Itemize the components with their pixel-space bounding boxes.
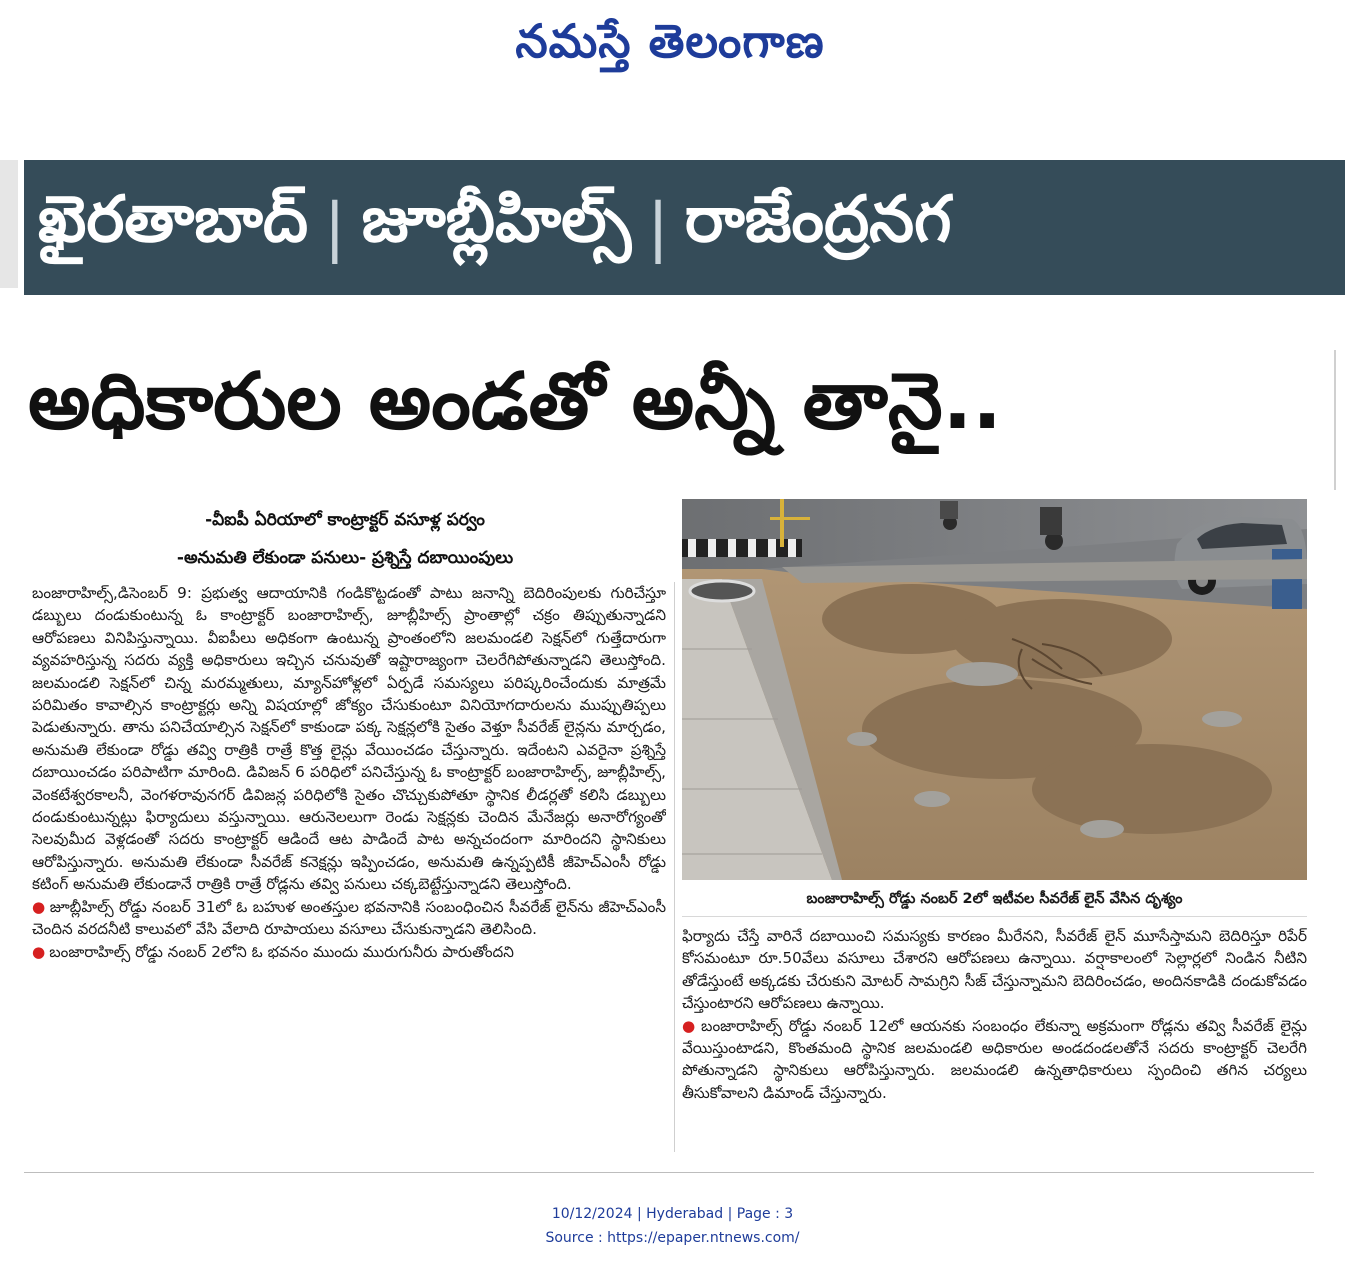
bullet-dot-icon: ● <box>32 942 46 961</box>
photo-caption: బంజారాహిల్స్‌ రోడ్డు నంబర్‌ 2లో ఇటీవల సీవరేజ్‌ లైన్‌ వేసిన దృశ్యం <box>806 891 1183 907</box>
left-paragraph: బంజారాహిల్స్‌,డిసెంబర్‌ 9: ప్రభుత్వ ఆదాయానికి గండికొట్టడంతో పాటు జనాన్ని బెదిరింపులకు గురిచేస్తూ డబ్బులు దండుకుంటున్న ఓ కాంట్రాక్టర్‌ బంజారాహిల్స్‌, జూబ్లీహిల్స్‌ ప్రాంతాల్లో చక్రం తిప్పుతున్నాడని ఆరోపణలు వినిపిస్తున్నాయి. వీఐపీలు అధికంగా ఉంటున్న ప్రాంతంలోని జలమండలి సెక్షన్‌లో గుత్తేదారుగా వ్యవహరిస్తున్న సదరు వ్యక్తి అధికారులు ఇచ్చిన చనువుతో ఇష్టారాజ్యంగా చెలరేగిపోతున్నాడని తెలుస్తోంది. జలమండలి సెక్షన్‌లో చిన్న మరమ్మతులు, మ్యాన్‌హోళ్లలో ఏర్పడే సమస్యలు పరిష్కరించేందుకు మాత్రమే పరిమితం కావాల్సిన కాంట్రాక్టర్లు అన్ని విషయాల్లో జోక్యం చేసుకుంటూ వినియోగదారులను ముప్పుతిప్పలు పెడుతున్నారు. తాను పనిచేయాల్సిన సెక్షన్‌లో కాకుండా పక్క సెక్షన్లలోకి సైతం వెళ్తూ సీవరేజ్‌ లైన్లను మార్చడం, అనుమతి లేకుండా రోడ్డు తవ్వి రాత్రికి రాత్రే కొత్త లైన్లు వేయించడం చేస్తున్నారు. ఇదేంటని ఎవరైనా ప్రశ్నిస్తే దబాయించడం పరిపాటిగా మారింది. డివిజన్‌ 6 పరిధిలో పనిచేస్తున్న ఓ కాంట్రాక్టర్‌ బంజారాహిల్స్‌, జూబ్లీహిల్స్‌, వెంకటేశ్వరకాలనీ, వెంగళరావునగర్‌ డివిజన్ల పరిధిలోకి సైతం చొచ్చుకుపోతూ స్థానిక లీడర్లతో కలిసి డబ్బులు దండుకుంటున్నట్లు ఫిర్యాదులు వస్తున్నాయి. ఆరునెలలుగా రెండు సెక్షన్లకు చెందిన మేనేజర్లు అనారోగ్యంతో సెలవుమీద వెళ్లడంతో సదరు కాంట్రాక్టర్‌ ఆడిందే ఆట పాడిందే పాట అన్నచందంగా మారిందని స్థానికులు ఆరోపిస్తున్నారు. అనుమతి లేకుండా సీవరేజ్‌ కనెక్షన్లు ఇప్పించడం, అనుమతి ఉన్నప్పటికీ జీహెచ్‌ఎంసీ రోడ్డు కటింగ్‌ అనుమతి లేకుండానే రాత్రికి రాత్రే రోడ్లను తవ్వి పనులు చక్కబెట్టేస్తున్నాడని తెలుస్తోంది. <box>32 584 666 894</box>
right-bullet-1: ● బంజారాహిల్స్‌ రోడ్డు నంబర్‌ 12లో ఆయనకు సంబంధం లేకున్నా అక్రమంగా రోడ్లను తవ్వి సీవరేజ్‌ లైన్లు వేయిస్తుంటాడని, కొంతమంది స్థానిక జలమండలి అధికారుల అండదండలతోనే సదరు కాంట్రాక్టర్‌ చెలరేగి పోతున్నాడని స్థానికులు ఆరోపిస్తున్నారు. జలమండలి ఉన్నతాధికారులు స్పందించి తగిన చర్యలు తీసుకోవాలని డిమాండ్‌ చేస్తున్నారు. <box>682 1016 1307 1102</box>
bullet-dot-icon: ● <box>32 897 46 916</box>
article-body-right <box>682 925 1307 1155</box>
caption-rule <box>682 916 1307 917</box>
section-separator-2: | <box>647 190 669 265</box>
article-headline: అధికారుల అండతో అన్నీ తానై.. <box>28 357 1002 447</box>
right-margin-rule <box>1334 350 1336 490</box>
section-separator-1: | <box>324 190 346 265</box>
column-divider <box>674 582 675 1152</box>
right-paragraph: ఫిర్యాదు చేస్తే వారినే దబాయించి సమస్యకు కారణం మీరేనని, సీవరేజ్‌ లైన్‌ మూసేస్తామని బెదిరిస్తూ రిపేర్‌ కోసమంటూ రూ.50వేలు వసూలు చేశారని ఆరోపణలు ఉన్నాయి. వర్షాకాలంలో సెల్లార్లలో నిండిన నీటిని తోడేస్తుంటే అక్కడకు చేరుకుని మోటర్‌ సామగ్రిని సీజ్‌ చేస్తున్నామని బెదిరించడం, అందినకాడికి దండుకోవడం చేస్తుంటారని ఆరోపణలు ఉన్నాయి. <box>682 927 1307 1013</box>
masthead-logo: నమస్తే తెలంగాణ <box>515 14 825 68</box>
left-bullet-2: ● బంజారాహిల్స్‌ రోడ్డు నంబర్‌ 2లోని ఓ భవనం ముందు మురుగునీరు పారుతోందని <box>32 942 514 961</box>
section-place-3: రాజేంద్రనగ <box>684 183 952 257</box>
subheading-1: -వీఐపీ ఏరియాలో కాంట్రాక్టర్‌ వసూళ్ల పర్వం <box>205 510 485 530</box>
footer-source-link[interactable]: Source : https://epaper.ntnews.com/ <box>545 1230 800 1246</box>
bottom-rule <box>24 1172 1314 1173</box>
section-place-2: జూబ్లీహిల్స్ <box>361 183 632 257</box>
section-place-1: ఖైరతాబాద్ <box>38 183 309 257</box>
bullet-dot-icon: ● <box>682 1016 698 1035</box>
left-bullet-1: ● జూబ్లీహిల్స్‌ రోడ్డు నంబర్‌ 31లో ఓ బహుళ అంతస్తుల భవనానికి సంబంధించిన సీవరేజ్‌ లైన్‌ను జీహెచ్‌ఎంసీ చెందిన వరదనీటి కాలువలో వేసి వేలాది రూపాయలు వసూలు చేసుకున్నాడని తెలిసింది. <box>32 897 666 939</box>
left-edge-stripe <box>0 160 18 288</box>
section-band <box>24 160 1345 295</box>
article-photo <box>682 499 1307 880</box>
article-body-left <box>32 582 666 1152</box>
subheading-2: -అనుమతి లేకుండా పనులు- ప్రశ్నిస్తే దబాయింపులు <box>176 548 514 568</box>
page-footer <box>0 1202 1345 1250</box>
footer-date-line: 10/12/2024 | Hyderabad | Page : 3 <box>551 1206 794 1222</box>
